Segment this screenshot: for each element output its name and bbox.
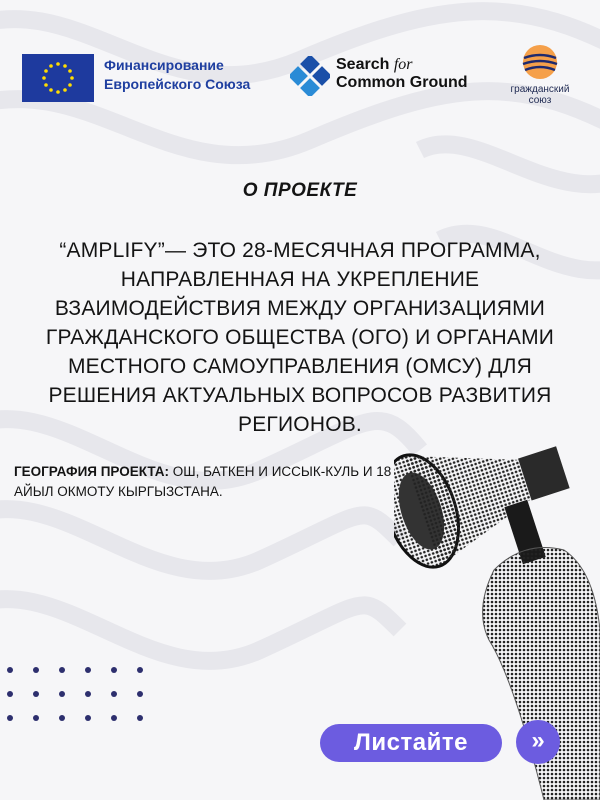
eu-flag-icon xyxy=(22,54,94,102)
geo-text: ОШ, БАТКЕН И ИССЫК-КУЛЬ И 18 АЙЫЛ ОКМОТУ КЫРГЫЗСТАНА. xyxy=(14,464,392,499)
page-title: О ПРОЕКТЕ xyxy=(242,180,358,201)
civil-union-logo-text xyxy=(500,84,580,106)
project-description: “AMPLIFY”— ЭТО 28-МЕСЯЧНАЯ ПРОГРАММА, НАПРАВЛЕННАЯ НА УКРЕПЛЕНИЕ ВЗАИМОДЕЙСТВИЯ МЕЖДУ ОРГАНИЗАЦИЯМИ ГРАЖДАНСКОГО ОБЩЕСТВА (ОГО) И ОРГАНАМИ МЕСТНОГО САМОУПРАВЛЕНИЯ (ОМСУ) ДЛЯ РЕШЕНИЯ АКТУАЛЬНЫХ ВОПРОСОВ РАЗВИТИЯ РЕГИОНОВ. xyxy=(45,239,555,436)
sfcg-logo-icon xyxy=(290,56,330,96)
sfcg-search: Search xyxy=(336,56,390,73)
gs-line-1: гражданский xyxy=(510,84,570,95)
sfcg-logo-text xyxy=(336,56,468,92)
sfcg-common-ground: Common Ground xyxy=(336,74,468,91)
decorative-dots xyxy=(0,664,180,744)
project-geography xyxy=(14,462,404,502)
next-arrow-icon[interactable]: » xyxy=(516,720,560,764)
eu-funding-label xyxy=(104,56,250,94)
eu-line-1: Финансирование xyxy=(104,57,224,73)
eu-line-2: Европейского Союза xyxy=(104,76,251,92)
geo-label: ГЕОГРАФИЯ ПРОЕКТА: xyxy=(14,464,169,479)
sfcg-for: for xyxy=(393,56,413,73)
civil-union-logo-icon xyxy=(520,42,560,82)
header-logos xyxy=(0,40,600,110)
swipe-button[interactable]: Листайте xyxy=(320,724,502,762)
gs-line-2: союз xyxy=(528,95,552,106)
